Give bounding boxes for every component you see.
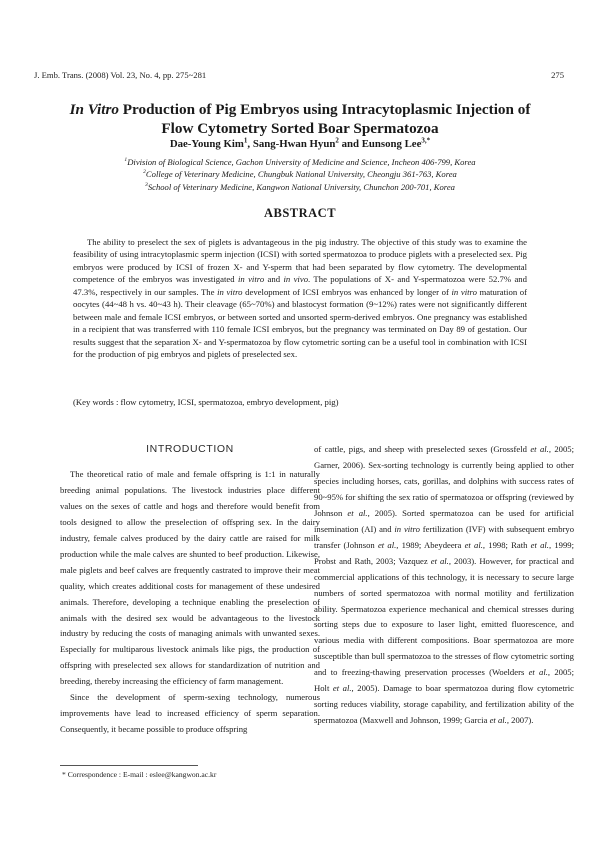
affiliations xyxy=(40,156,560,193)
title-line-1 xyxy=(40,100,560,119)
correspondence-footnote: * Correspondence : E-mail : eslee@kangwon.ac.kr xyxy=(62,770,217,779)
affiliation xyxy=(40,181,560,193)
page-number: 275 xyxy=(551,70,564,80)
journal-citation: J. Emb. Trans. (2008) Vol. 23, No. 4, pp. 275~281 xyxy=(34,70,207,80)
affiliation-text: Division of Biological Science, Gachon University of Medicine and Science, Incheon 406-799, Korea xyxy=(127,157,476,167)
paragraph: Since the development of sperm-sexing technology, numerous improvements have lead to increased efficiency of sperm separation. Consequently, it became possible to produce offspring xyxy=(60,692,320,735)
body-italic: et al. xyxy=(528,667,548,678)
title-line-2: Flow Cytometry Sorted Boar Spermatozoa xyxy=(161,120,439,137)
body-text: , 1989; Abeydeera xyxy=(396,539,465,550)
author-conjunction: and xyxy=(341,138,359,150)
author-name: Eunsong Lee xyxy=(361,138,422,150)
abstract-heading: ABSTRACT xyxy=(263,206,337,220)
body-italic: et al. xyxy=(332,683,352,694)
body-text: , 2005). Sorted spermatozoa can be used for artificial insemination (AI) and xyxy=(314,507,574,534)
body-text: fertilization (IVF) with subsequent embryo transfer (Johnson xyxy=(314,523,575,550)
body-italic: et al. xyxy=(489,715,507,726)
body-italic: et al. xyxy=(430,555,449,566)
abstract-italic: in vitro xyxy=(451,286,477,297)
author-list: Dae-Young Kim$^1$, Sang-Hwan Hyun$^2$ and Eunsong Lee$^{3,*}$ xyxy=(169,136,431,150)
author-name: Sang-Hwan Hyun xyxy=(252,138,336,150)
body-column-left xyxy=(60,442,320,738)
abstract-text: The ability to preselect the sex of piglets is advantageous in the pig industry. The objective of this study was to examine the feasibility of using intracytoplasmic sperm injection (ICSI) with sorted spermatozoa to produce piglets with a preselected sex. Pig embryos were produced by ICSI of frozen X- and Y-sperm that had been separated by flow cytometry. The developmental competence of the embryos was investigated xyxy=(73,237,527,285)
author-affil-mark: 3,* xyxy=(421,136,431,145)
author-affil-mark: 1 xyxy=(243,136,248,145)
abstract-text: development of ICSI embryos was enhanced by longer of xyxy=(242,286,452,297)
affiliation-mark: 3 xyxy=(145,181,148,188)
body-text: , 2005; Holt xyxy=(314,667,574,694)
author-affil-mark: 2 xyxy=(335,136,339,145)
body-text: , 2003). However, for practical and commercial applications of this technology, it is necessary to secure large numbers of sorted spermatozoa with normal motility and fertilization ability. Spermatozoa experience mechanical and chemical stresses during sorting steps due to exposure to laser light, emitted fluorescence, and various media with different compositions. Boar spermatozoa are more susceptible than bull spermatozoa to the stresses of flow cytometric sorting and to freezing-thawing preservation processes (Woelders xyxy=(314,555,574,678)
keywords: (Key words : flow cytometry, ICSI, spermatozoa, embryo development, pig) xyxy=(73,397,339,407)
affiliation-mark: 2 xyxy=(143,169,146,176)
paragraph xyxy=(314,442,574,729)
body-italic: et al. xyxy=(347,507,368,518)
title-line-1-rest: Production of Pig Embryos using Intracytoplasmic Injection of xyxy=(118,101,531,118)
paragraph: The theoretical ratio of male and female offspring is 1:1 in naturally breeding animal populations. The livestock industries place different values on the sexes of cattle and hogs and therefore would benefit from tools designed to allow the preselection of offspring sex. In the dairy industry, female calves produced by the dairy cattle are raised for milk production while the male calves are shunted to beef production. Likewise, male piglets and beef calves are frequently castrated to improve their meat quality, which creates additional costs for management of these undesired animals. Therefore, developing a technique enabling the preselection of animals with the desired sex would be advantageous to the livestock industry by reducing the costs of managing animals with unwanted sexes. Especially for multiparous livestock animals like pigs, the production of offspring with preselected sex allows for standardization of nutrition and breeding, thereby increasing the efficiency of farm management. xyxy=(60,468,320,687)
body-text: of cattle, pigs, and sheep with preselected sexes (Grossfeld xyxy=(314,444,531,454)
body-text: , 2005; Garner, 2006). Sex-sorting technology is currently being applied to other species including horses, cats, gorillas, and dolphins with success rates of 90~95% for shifting the sex ratio of spermatozoa or offspring (reviewed by Johnson xyxy=(314,444,575,518)
body-italic: et al. xyxy=(530,444,549,454)
body-column-right xyxy=(314,442,574,729)
body-text: , 1999; Probst and Rath, 2003; Vazquez xyxy=(314,539,574,566)
introduction-heading: INTRODUCTION xyxy=(146,443,234,455)
title-italic: In Vitro xyxy=(69,101,119,118)
abstract-italic: in vitro xyxy=(237,274,265,285)
affiliation xyxy=(40,156,560,168)
abstract-italic: in vivo xyxy=(283,274,309,285)
body-text: , 2007). xyxy=(506,715,534,726)
affiliation xyxy=(40,168,560,180)
affiliation-text: College of Veterinary Medicine, Chungbuk National University, Cheongju 361-763, Korea xyxy=(145,169,457,180)
abstract-italic: in vitro xyxy=(217,286,243,297)
body-italic: et al. xyxy=(464,539,483,550)
paper-title xyxy=(40,100,560,138)
abstract-body xyxy=(73,236,527,361)
author-name: Dae-Young Kim xyxy=(169,138,244,150)
abstract-text: . The populations of X- and Y-spermatozoa were 52.7% and 47.3%, respectively in our samples. The xyxy=(73,274,527,297)
abstract-text: maturation of oocytes (44~48 h vs. 40~43 h). Their cleavage (65~70%) and blastocyst formation (9~12%) rates were not significantly different between male and female ICSI embryos, or between sorted and unsorted sperm-derived embryos. One pregnancy was established in a recipient that was transferred with 110 female ICSI embryos, but the pregnancy was terminated on Day 89 of gestation. Our results suggest that the separation X- and Y-spermatozoa by flow cytometric sorting can be a useful tool in combination with ICSI for the production of pig embryos and piglets of preselected sex. xyxy=(73,286,528,360)
footnote-rule xyxy=(60,765,198,766)
running-head xyxy=(34,70,564,80)
affiliation-mark: 1 xyxy=(124,157,128,164)
affiliation-text: School of Veterinary Medicine, Kangwon National University, Chunchon 200-701, Korea xyxy=(147,181,455,192)
abstract-text: and xyxy=(264,274,284,285)
body-text: , 1998; Rath xyxy=(482,539,531,550)
body-text: , 2005). Damage to boar spermatozoa during flow cytometric sorting reduces viability, storage capability, and fertilization ability of the spermatozoa (Maxwell and Johnson, 1999; Garcia xyxy=(314,683,574,726)
body-italic: et al. xyxy=(377,539,397,550)
body-italic: in vitro xyxy=(394,523,420,534)
body-italic: et al. xyxy=(530,539,549,550)
